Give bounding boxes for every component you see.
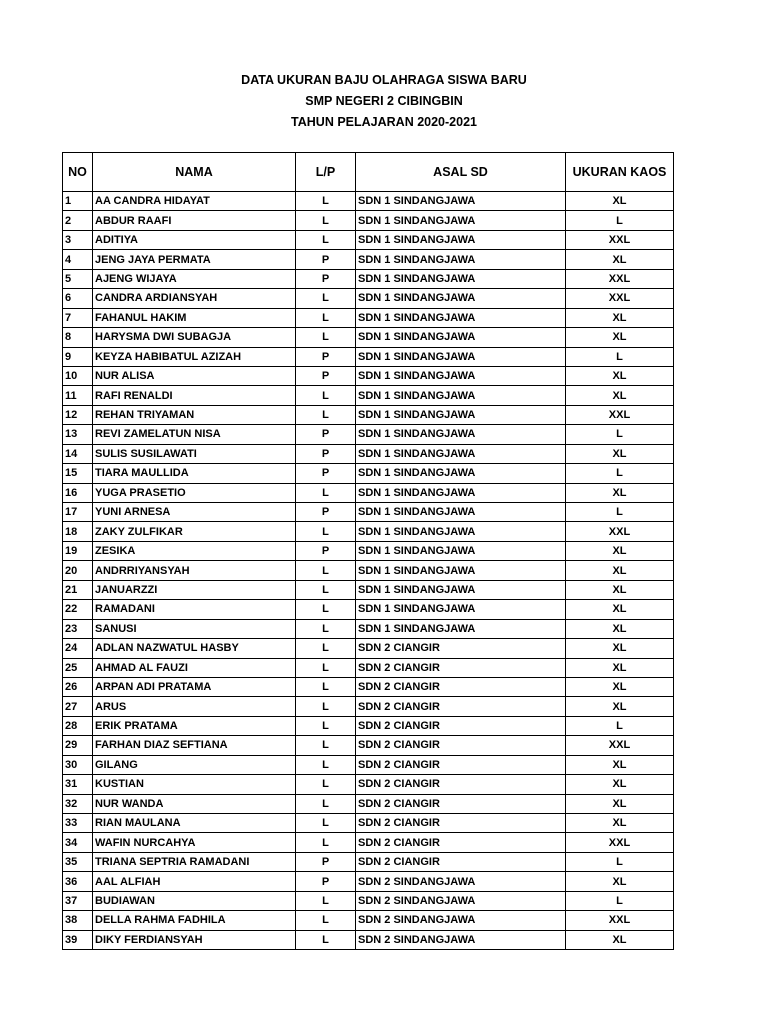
student-name: YUGA PRASETIO [93, 483, 296, 502]
gender: L [296, 833, 356, 852]
table-row [63, 192, 674, 211]
origin-school: SDN 2 CIANGIR [356, 697, 566, 716]
shirt-size: L [566, 211, 674, 230]
student-name: BUDIAWAN [93, 891, 296, 910]
shirt-size: XL [566, 755, 674, 774]
origin-school: SDN 2 SINDANGJAWA [356, 930, 566, 949]
row-number: 10 [63, 366, 93, 385]
origin-school: SDN 2 CIANGIR [356, 736, 566, 755]
row-number: 6 [63, 289, 93, 308]
gender: P [296, 852, 356, 871]
shirt-size: XL [566, 328, 674, 347]
origin-school: SDN 1 SINDANGJAWA [356, 425, 566, 444]
gender: L [296, 230, 356, 249]
gender: L [296, 192, 356, 211]
student-name: ARPAN ADI PRATAMA [93, 677, 296, 696]
row-number: 30 [63, 755, 93, 774]
row-number: 23 [63, 619, 93, 638]
origin-school: SDN 1 SINDANGJAWA [356, 444, 566, 463]
title-line-1: DATA UKURAN BAJU OLAHRAGA SISWA BARU [241, 73, 527, 87]
gender: P [296, 872, 356, 891]
gender: L [296, 211, 356, 230]
gender: P [296, 503, 356, 522]
origin-school: SDN 1 SINDANGJAWA [356, 561, 566, 580]
origin-school: SDN 2 CIANGIR [356, 814, 566, 833]
row-number: 17 [63, 503, 93, 522]
student-name: TRIANA SEPTRIA RAMADANI [93, 852, 296, 871]
gender: L [296, 619, 356, 638]
origin-school: SDN 1 SINDANGJAWA [356, 503, 566, 522]
table-row [63, 464, 674, 483]
title-line-3: TAHUN PELAJARAN 2020-2021 [291, 115, 477, 129]
gender: L [296, 930, 356, 949]
table-row [63, 833, 674, 852]
row-number: 3 [63, 230, 93, 249]
row-number: 8 [63, 328, 93, 347]
gender: P [296, 347, 356, 366]
table-row [63, 639, 674, 658]
gender: P [296, 541, 356, 560]
header-nama: NAMA [93, 153, 296, 192]
table-row [63, 814, 674, 833]
row-number: 14 [63, 444, 93, 463]
student-name: REHAN TRIYAMAN [93, 405, 296, 424]
origin-school: SDN 2 CIANGIR [356, 639, 566, 658]
row-number: 22 [63, 600, 93, 619]
origin-school: SDN 2 CIANGIR [356, 852, 566, 871]
student-name: FAHANUL HAKIM [93, 308, 296, 327]
row-number: 5 [63, 269, 93, 288]
gender: L [296, 755, 356, 774]
gender: L [296, 716, 356, 735]
shirt-size: XL [566, 775, 674, 794]
student-name: YUNI ARNESA [93, 503, 296, 522]
shirt-size: XL [566, 561, 674, 580]
table-row [63, 872, 674, 891]
origin-school: SDN 2 CIANGIR [356, 677, 566, 696]
shirt-size: XXL [566, 736, 674, 755]
student-name: ZAKY ZULFIKAR [93, 522, 296, 541]
table-row [63, 308, 674, 327]
origin-school: SDN 1 SINDANGJAWA [356, 289, 566, 308]
row-number: 38 [63, 911, 93, 930]
origin-school: SDN 2 SINDANGJAWA [356, 891, 566, 910]
row-number: 16 [63, 483, 93, 502]
shirt-size: XXL [566, 833, 674, 852]
student-name: GILANG [93, 755, 296, 774]
origin-school: SDN 1 SINDANGJAWA [356, 230, 566, 249]
student-name: JENG JAYA PERMATA [93, 250, 296, 269]
origin-school: SDN 1 SINDANGJAWA [356, 405, 566, 424]
row-number: 7 [63, 308, 93, 327]
shirt-size: XL [566, 580, 674, 599]
shirt-size-table [62, 152, 674, 950]
table-row [63, 930, 674, 949]
row-number: 32 [63, 794, 93, 813]
table-row [63, 347, 674, 366]
gender: L [296, 911, 356, 930]
origin-school: SDN 1 SINDANGJAWA [356, 580, 566, 599]
row-number: 21 [63, 580, 93, 599]
student-name: AA CANDRA HIDAYAT [93, 192, 296, 211]
shirt-size: L [566, 891, 674, 910]
student-name: RIAN MAULANA [93, 814, 296, 833]
gender: P [296, 250, 356, 269]
gender: P [296, 425, 356, 444]
student-name: ERIK PRATAMA [93, 716, 296, 735]
header-asal-sd: ASAL SD [356, 153, 566, 192]
row-number: 24 [63, 639, 93, 658]
shirt-size: L [566, 852, 674, 871]
gender: P [296, 464, 356, 483]
table-row [63, 541, 674, 560]
row-number: 1 [63, 192, 93, 211]
table-row [63, 522, 674, 541]
shirt-size: XL [566, 794, 674, 813]
shirt-size: XL [566, 366, 674, 385]
origin-school: SDN 1 SINDANGJAWA [356, 600, 566, 619]
shirt-size: XL [566, 541, 674, 560]
row-number: 15 [63, 464, 93, 483]
shirt-size: XXL [566, 269, 674, 288]
student-name: SANUSI [93, 619, 296, 638]
student-name: REVI ZAMELATUN NISA [93, 425, 296, 444]
shirt-size: L [566, 347, 674, 366]
row-number: 37 [63, 891, 93, 910]
table-row [63, 211, 674, 230]
origin-school: SDN 1 SINDANGJAWA [356, 269, 566, 288]
row-number: 2 [63, 211, 93, 230]
student-name: WAFIN NURCAHYA [93, 833, 296, 852]
shirt-size: XL [566, 250, 674, 269]
table-row [63, 580, 674, 599]
gender: L [296, 814, 356, 833]
student-name: NUR WANDA [93, 794, 296, 813]
origin-school: SDN 1 SINDANGJAWA [356, 541, 566, 560]
header-ukuran-kaos: UKURAN KAOS [566, 153, 674, 192]
gender: L [296, 736, 356, 755]
shirt-size: XL [566, 192, 674, 211]
student-name: DIKY FERDIANSYAH [93, 930, 296, 949]
header-lp: L/P [296, 153, 356, 192]
gender: L [296, 775, 356, 794]
gender: L [296, 483, 356, 502]
table-row [63, 386, 674, 405]
document-title [0, 70, 768, 133]
row-number: 33 [63, 814, 93, 833]
row-number: 4 [63, 250, 93, 269]
shirt-size: L [566, 503, 674, 522]
student-name: SULIS SUSILAWATI [93, 444, 296, 463]
table-row [63, 658, 674, 677]
gender: L [296, 600, 356, 619]
shirt-size: XL [566, 677, 674, 696]
row-number: 39 [63, 930, 93, 949]
table-row [63, 366, 674, 385]
row-number: 28 [63, 716, 93, 735]
table-row [63, 230, 674, 249]
student-name: KEYZA HABIBATUL AZIZAH [93, 347, 296, 366]
row-number: 20 [63, 561, 93, 580]
student-name: RAFI RENALDI [93, 386, 296, 405]
shirt-size: XXL [566, 230, 674, 249]
gender: L [296, 386, 356, 405]
table-row [63, 755, 674, 774]
origin-school: SDN 1 SINDANGJAWA [356, 211, 566, 230]
shirt-size: XXL [566, 911, 674, 930]
origin-school: SDN 2 CIANGIR [356, 833, 566, 852]
gender: L [296, 891, 356, 910]
gender: L [296, 658, 356, 677]
gender: P [296, 444, 356, 463]
shirt-size: XXL [566, 405, 674, 424]
shirt-size: XL [566, 600, 674, 619]
table-row [63, 716, 674, 735]
table-row [63, 677, 674, 696]
table-row [63, 775, 674, 794]
origin-school: SDN 2 CIANGIR [356, 794, 566, 813]
student-name: JANUARZZI [93, 580, 296, 599]
header-no: NO [63, 153, 93, 192]
table-row [63, 852, 674, 871]
student-name: TIARA MAULLIDA [93, 464, 296, 483]
table-row [63, 444, 674, 463]
gender: L [296, 328, 356, 347]
student-name: KUSTIAN [93, 775, 296, 794]
row-number: 34 [63, 833, 93, 852]
shirt-size: XL [566, 639, 674, 658]
row-number: 11 [63, 386, 93, 405]
origin-school: SDN 1 SINDANGJAWA [356, 619, 566, 638]
gender: L [296, 522, 356, 541]
student-name: HARYSMA DWI SUBAGJA [93, 328, 296, 347]
shirt-size: XXL [566, 289, 674, 308]
origin-school: SDN 1 SINDANGJAWA [356, 250, 566, 269]
origin-school: SDN 1 SINDANGJAWA [356, 522, 566, 541]
origin-school: SDN 1 SINDANGJAWA [356, 386, 566, 405]
row-number: 29 [63, 736, 93, 755]
origin-school: SDN 1 SINDANGJAWA [356, 192, 566, 211]
gender: L [296, 580, 356, 599]
student-name: ADLAN NAZWATUL HASBY [93, 639, 296, 658]
table-row [63, 269, 674, 288]
gender: P [296, 366, 356, 385]
table-row [63, 561, 674, 580]
table-row [63, 736, 674, 755]
origin-school: SDN 1 SINDANGJAWA [356, 464, 566, 483]
student-name: AJENG WIJAYA [93, 269, 296, 288]
gender: L [296, 677, 356, 696]
student-name: FARHAN DIAZ SEFTIANA [93, 736, 296, 755]
gender: L [296, 308, 356, 327]
student-name: CANDRA ARDIANSYAH [93, 289, 296, 308]
table-row [63, 911, 674, 930]
student-name: RAMADANI [93, 600, 296, 619]
title-line-2: SMP NEGERI 2 CIBINGBIN [305, 94, 463, 108]
table-row [63, 794, 674, 813]
shirt-size: XL [566, 619, 674, 638]
origin-school: SDN 2 SINDANGJAWA [356, 911, 566, 930]
student-name: DELLA RAHMA FADHILA [93, 911, 296, 930]
origin-school: SDN 1 SINDANGJAWA [356, 308, 566, 327]
gender: L [296, 289, 356, 308]
student-name: ARUS [93, 697, 296, 716]
origin-school: SDN 2 CIANGIR [356, 775, 566, 794]
shirt-size: XL [566, 814, 674, 833]
gender: L [296, 405, 356, 424]
student-name: ABDUR RAAFI [93, 211, 296, 230]
table-row [63, 289, 674, 308]
origin-school: SDN 2 CIANGIR [356, 716, 566, 735]
row-number: 18 [63, 522, 93, 541]
row-number: 25 [63, 658, 93, 677]
row-number: 13 [63, 425, 93, 444]
row-number: 27 [63, 697, 93, 716]
row-number: 19 [63, 541, 93, 560]
shirt-size: XL [566, 697, 674, 716]
shirt-size: L [566, 716, 674, 735]
student-name: AAL ALFIAH [93, 872, 296, 891]
table-row [63, 503, 674, 522]
student-name: AHMAD AL FAUZI [93, 658, 296, 677]
shirt-size: XL [566, 308, 674, 327]
table-row [63, 697, 674, 716]
student-name: ANDRRIYANSYAH [93, 561, 296, 580]
gender: L [296, 561, 356, 580]
row-number: 26 [63, 677, 93, 696]
origin-school: SDN 2 CIANGIR [356, 755, 566, 774]
row-number: 12 [63, 405, 93, 424]
shirt-size: XL [566, 658, 674, 677]
origin-school: SDN 1 SINDANGJAWA [356, 347, 566, 366]
origin-school: SDN 1 SINDANGJAWA [356, 366, 566, 385]
table-row [63, 483, 674, 502]
shirt-size: L [566, 464, 674, 483]
shirt-size: L [566, 425, 674, 444]
row-number: 35 [63, 852, 93, 871]
shirt-size: XL [566, 444, 674, 463]
table-row [63, 250, 674, 269]
row-number: 36 [63, 872, 93, 891]
shirt-size: XL [566, 930, 674, 949]
gender: P [296, 269, 356, 288]
table-row [63, 600, 674, 619]
origin-school: SDN 2 SINDANGJAWA [356, 872, 566, 891]
student-name: ADITIYA [93, 230, 296, 249]
origin-school: SDN 2 CIANGIR [356, 658, 566, 677]
shirt-size: XL [566, 872, 674, 891]
table-header-row [63, 153, 674, 192]
row-number: 9 [63, 347, 93, 366]
table-body [63, 192, 674, 950]
table-row [63, 891, 674, 910]
gender: L [296, 697, 356, 716]
table-row [63, 328, 674, 347]
table-row [63, 425, 674, 444]
shirt-size: XXL [566, 522, 674, 541]
student-name: ZESIKA [93, 541, 296, 560]
table-row [63, 405, 674, 424]
student-name: NUR ALISA [93, 366, 296, 385]
shirt-size: XL [566, 386, 674, 405]
table-row [63, 619, 674, 638]
shirt-size: XL [566, 483, 674, 502]
row-number: 31 [63, 775, 93, 794]
gender: L [296, 794, 356, 813]
gender: L [296, 639, 356, 658]
origin-school: SDN 1 SINDANGJAWA [356, 328, 566, 347]
origin-school: SDN 1 SINDANGJAWA [356, 483, 566, 502]
